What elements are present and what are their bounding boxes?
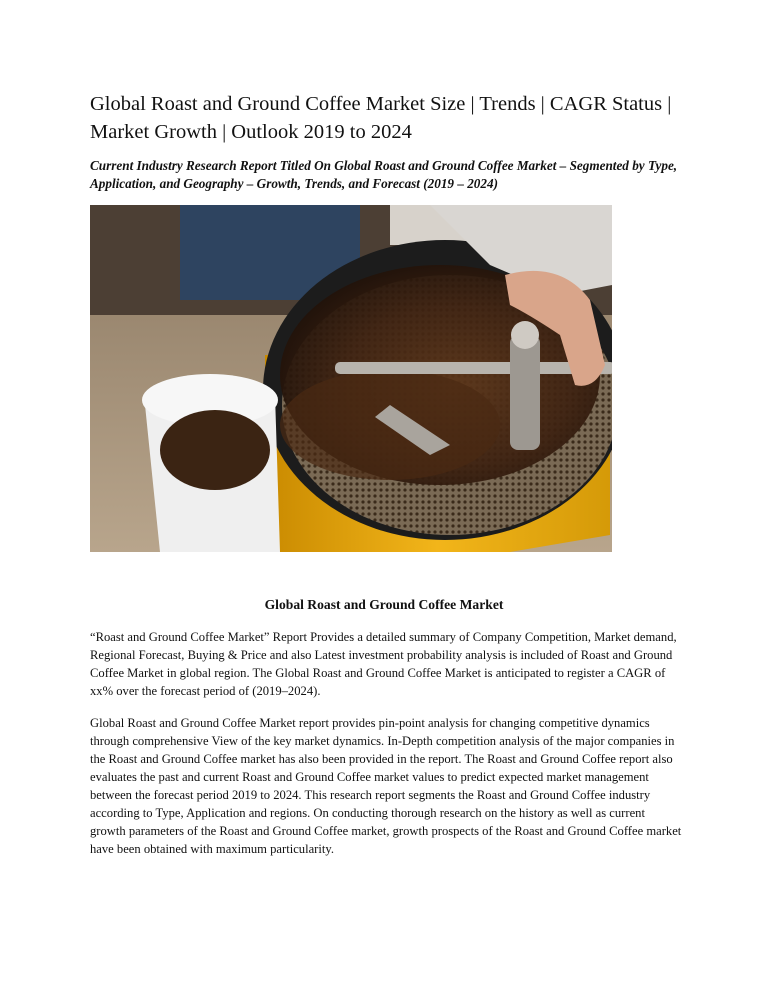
coffee-roaster-photo [90,205,612,552]
body-paragraph: “Roast and Ground Coffee Market” Report Provides a detailed summary of Company Competition, Market demand, Regional Forecast, Buying & Price and also Latest investment probability analysis is included of Roast and Ground Coffee Market in global region. The Global Roast and Ground Coffee Market is anticipated to register a CAGR of xx% over the forecast period of (2019–2024). [90,630,677,698]
body-paragraph: Global Roast and Ground Coffee Market report provides pin-point analysis for changing competitive dynamics through comprehensive View of the key market dynamics. In-Depth competition analysis of the major companies in the Roast and Ground Coffee market has also been provided in the report. The Roast and Ground Coffee report also evaluates the past and current Roast and Ground Coffee market values to predict expected market management between the forecast period 2019 to 2024. This research report segments the Roast and Ground Coffee industry according to Type, Application and regions. On conducting thorough research on the history as well as current growth parameters of the Roast and Ground Coffee market, growth prospects of the Roast and Ground Coffee market have been obtained with maximum particularity. [90,716,682,856]
section-heading: Global Roast and Ground Coffee Market [264,597,504,612]
document-title: Global Roast and Ground Coffee Market Size | Trends | CAGR Status | Market Growth | Outlook 2019 to 2024 [90,93,672,143]
document-subtitle: Current Industry Research Report Titled On Global Roast and Ground Coffee Market – Segmented by Type, Application, and Geography – Growth, Trends, and Forecast (2019 – 2024) [90,158,678,191]
